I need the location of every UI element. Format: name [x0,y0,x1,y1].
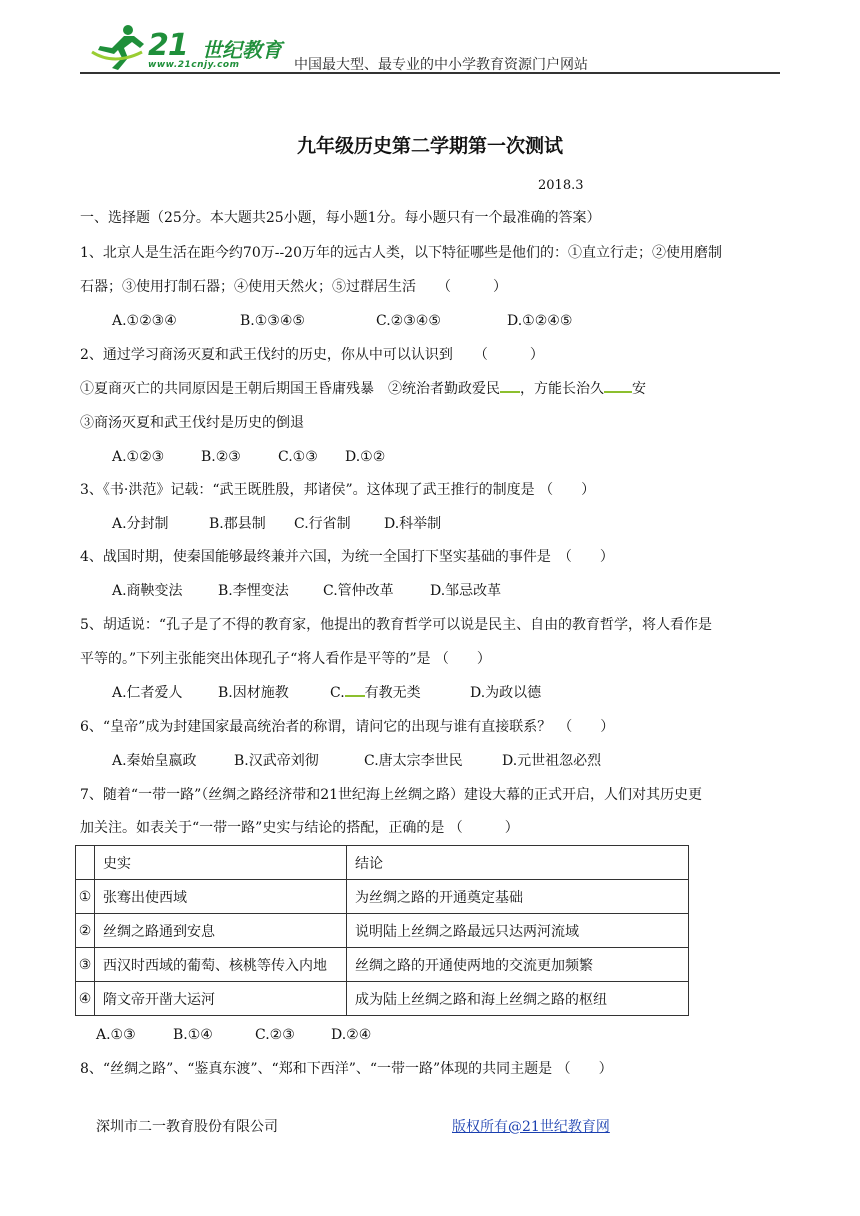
question-5-text-cont: 平等的。”下列主张能突出体现孔子“将人看作是平等的”是 （ ） [80,651,491,667]
q3-option-c: C.行省制 [294,516,351,532]
q2-option-a: A.①②③ [112,449,165,465]
q7-option-d: D.②④ [331,1027,372,1043]
question-1-text: 1、北京人是生活在距今约70万--20万年的远古人类，以下特征哪些是他们的：①直立行走；②使用磨制 [80,245,722,261]
site-logo[interactable] [84,22,284,72]
table-row [76,880,689,914]
table-cell: 西汉时西域的葡萄、核桃等传入内地 [95,948,347,982]
q3-option-b: B.郡县制 [209,516,266,532]
option-text: 有教无类 [364,685,421,701]
q6-option-c: C.唐太宗李世民 [364,753,463,769]
q5-option-c [330,683,421,703]
q1-option-a: A.①②③④ [112,313,177,329]
q6-option-d: D.元世祖忽必烈 [502,753,602,769]
section-heading: 一、选择题（25分。本大题共25小题，每小题1分。每小题只有一个最准确的答案） [80,210,601,226]
question-2-text: 2、通过学习商汤灭夏和武王伐纣的历史，你从中可以认识到 （ ） [80,347,544,363]
statement-text: ，方能长治久 [520,381,604,397]
highlight-mark [500,381,520,393]
table-cell: ④ [76,982,95,1016]
q5-option-a: A.仁者爱人 [112,685,183,701]
q2-option-d: D.①② [345,449,386,465]
table-cell: 成为陆上丝绸之路和海上丝绸之路的枢纽 [347,982,689,1016]
question-8-text: 8、“丝绸之路”、“鉴真东渡”、“郑和下西洋”、“一带一路”体现的共同主题是 （ ） [80,1061,613,1077]
table-row [76,982,689,1016]
question-6-text: 6、“皇帝”成为封建国家最高统治者的称谓，请问它的出现与谁有直接联系？ （ ） [80,719,615,735]
table-header-cell: 史实 [95,846,347,880]
q5-option-b: B.因材施教 [218,685,289,701]
logo-url: www.21cnjy.com [148,60,240,70]
header-divider [80,72,780,74]
question-7-text-cont: 加关注。如表关于“一带一路”史实与结论的搭配，正确的是 （ ） [80,820,519,836]
highlight-mark [604,381,632,393]
q1-option-c: C.②③④⑤ [376,313,441,329]
q6-option-b: B.汉武帝刘彻 [234,753,319,769]
question-3-text: 3、《书·洪范》记载：“武王既胜殷，邦诸侯”。这体现了武王推行的制度是 （ ） [80,482,596,498]
q4-option-a: A.商鞅变法 [112,583,183,599]
question-4-text: 4、战国时期，使秦国能够最终兼并六国，为统一全国打下坚实基础的事件是 （ ） [80,549,614,565]
page-header [80,22,780,74]
question-7-text: 7、随着“一带一路”（丝绸之路经济带和21世纪海上丝绸之路）建设大幕的正式开启，人们对其历史更 [80,787,703,803]
q2-option-b: B.②③ [201,449,241,465]
table-cell: 张骞出使西域 [95,880,347,914]
q5-option-d: D.为政以德 [470,685,542,701]
question-2-statement-3: ③商汤灭夏和武王伐纣是历史的倒退 [80,415,304,431]
q4-option-d: D.邹忌改革 [430,583,502,599]
question-2-statement-1-2 [80,379,646,399]
table-row [76,948,689,982]
exam-date: 2018.3 [538,178,584,193]
question-5-text: 5、胡适说：“孔子是了不得的教育家，他提出的教育哲学可以说是民主、自由的教育哲学，将人看作是 [80,617,713,633]
logo-text: 世纪教育 [202,38,282,62]
history-table [75,845,689,1016]
header-slogan: 中国最大型、最专业的中小学教育资源门户网站 [294,57,588,73]
table-cell: 说明陆上丝绸之路最远只达两河流域 [347,914,689,948]
table-cell: ③ [76,948,95,982]
q4-option-c: C.管仲改革 [323,583,394,599]
table-cell: ① [76,880,95,914]
table-cell: 为丝绸之路的开通奠定基础 [347,880,689,914]
q3-option-a: A.分封制 [112,516,169,532]
statement-text: 安 [632,381,646,397]
runner-icon [84,22,148,72]
option-letter: C. [330,685,345,701]
highlight-mark [345,685,365,697]
page-title: 九年级历史第二学期第一次测试 [296,135,563,157]
q7-option-c: C.②③ [255,1027,295,1043]
table-row [76,914,689,948]
table-cell: 丝绸之路通到安息 [95,914,347,948]
table-cell: 丝绸之路的开通使两地的交流更加频繁 [347,948,689,982]
footer-copyright-link[interactable]: 版权所有@21世纪教育网 [452,1119,610,1135]
q7-option-a: A.①③ [96,1027,136,1043]
table-header-row [76,846,689,880]
footer-company: 深圳市二一教育股份有限公司 [96,1119,278,1135]
q1-option-d: D.①②④⑤ [507,313,573,329]
table-header-cell [76,846,95,880]
q7-option-b: B.①④ [173,1027,213,1043]
table-cell: 隋文帝开凿大运河 [95,982,347,1016]
statement-text: ①夏商灭亡的共同原因是王朝后期国王昏庸残暴 ②统治者勤政爱民 [80,381,500,397]
question-1-text-cont: 石器；③使用打制石器；④使用天然火；⑤过群居生活 （ ） [80,279,507,295]
q4-option-b: B.李悝变法 [218,583,289,599]
table-cell: ② [76,914,95,948]
q3-option-d: D.科举制 [384,516,442,532]
table-header-cell: 结论 [347,846,689,880]
q6-option-a: A.秦始皇嬴政 [112,753,197,769]
q2-option-c: C.①③ [278,449,318,465]
q1-option-b: B.①③④⑤ [240,313,305,329]
logo-number: 21 [148,28,188,63]
